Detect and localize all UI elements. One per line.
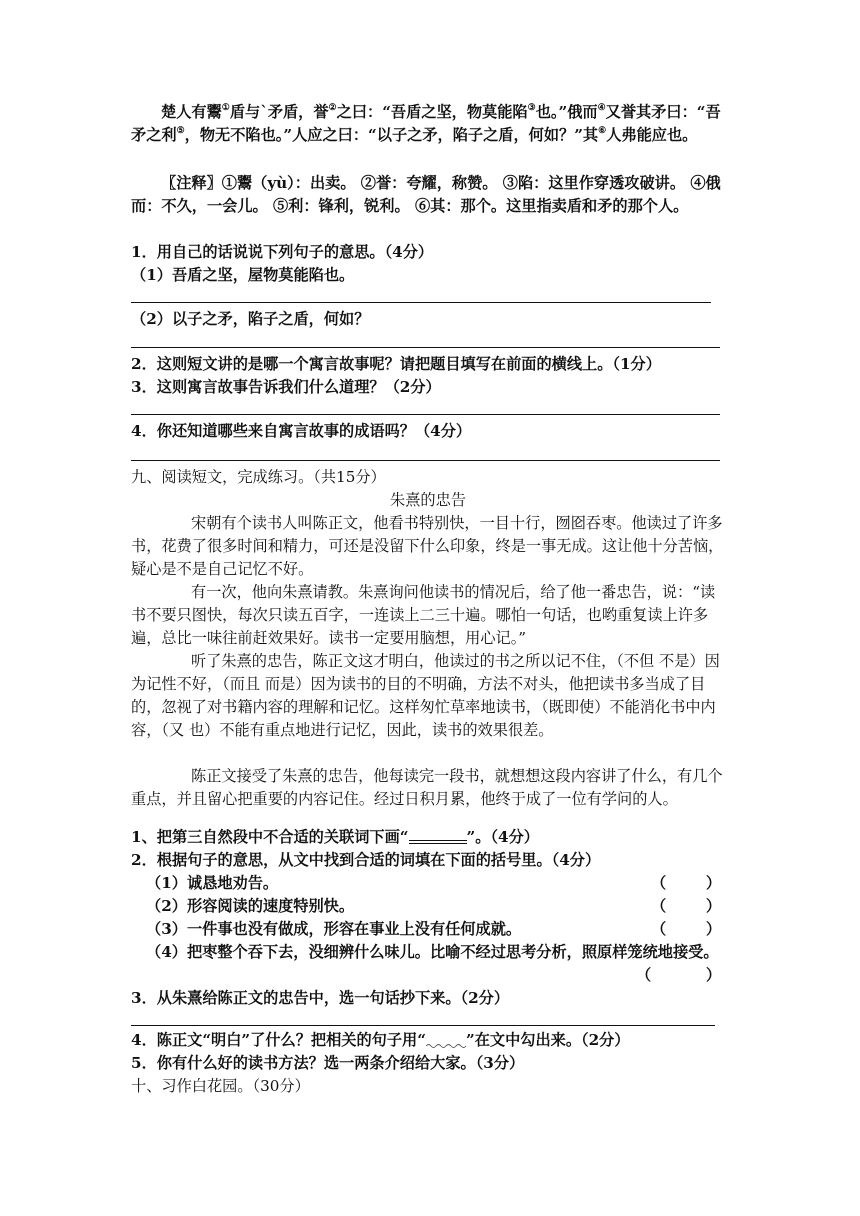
section-9-paragraph-3: 听了朱熹的忠告，陈正文这才明白，他读过的书之所以记不住，（不但 不是）因为记性不好，（而且 而是）因为读书的目的不明确，方法不对头，他把读书多当成了目的，忽视了对书籍内容的理解和记忆。这样匆忙草率地读书，（既即使）不能消化书中内容，（又 也）不能有重点地进行记忆，因此，读书的效果很差。 (131, 652, 720, 739)
section-10-heading: 十、习作白花园。（30分） (131, 1077, 310, 1095)
section-9-title: 朱熹的忠告 (390, 491, 466, 509)
fable-question-2: 2．这则短文讲的是哪一个寓言故事呢？请把题目填写在前面的横线上。（1分） (131, 355, 661, 373)
section-9-question-2: 2．根据句子的意思，从文中找到合适的词填在下面的括号里。（4分） (131, 851, 601, 869)
section-9-question-2-4: （4）把枣整个吞下去，没细辨什么味儿。比喻不经过思考分析，照原样笼统地接受。 (146, 943, 719, 961)
answer-parentheses[interactable]: （ ） (651, 897, 721, 915)
answer-line[interactable] (131, 347, 720, 348)
fable-notes: 〖注释〗①鬻（yù）：出卖。 ②誉：夸耀，称赞。 ③陷：这里作穿透攻破讲。 ④俄而：不久，一会儿。 ⑤利：锋利，锐利。 ⑥其：那个。这里指卖盾和矛的那个人。 (131, 174, 721, 215)
answer-parentheses[interactable]: （ ） (651, 920, 721, 938)
section-9-question-1: 1、把第三自然段中不合适的关联词下画“ ”。（4分） (131, 828, 539, 846)
section-9-question-3: 3．从朱熹给陈正文的忠告中，选一句话抄下来。（2分） (131, 989, 510, 1007)
section-9-paragraph-2: 有一次，他向朱熹请教。朱熹询问他读书的情况后，给了他一番忠告，说：“读书不要只图快，每次只读五百字，一连读上二三十遍。哪怕一句话，也哟重复读上许多遍，总比一味往前赶效果好。读书一定要用脑想，用心记。” (131, 583, 716, 647)
wavy-underline-mark (426, 1034, 466, 1046)
section-9-paragraph-4: 陈正文接受了朱熹的忠告，他每读完一段书，就想想这段内容讲了什么，有几个重点，并且留心把重要的内容记住。经过日积月累，他终于成了一位有学问的人。 (131, 767, 723, 808)
section-9-question-5: 5．你有什么好的读书方法？选一两条介绍给大家。（3分） (131, 1054, 525, 1072)
answer-parentheses[interactable]: （ ） (651, 874, 721, 892)
section-9-question-2-3: （3）一件事也没有做成，形容在事业上没有任何成就。 （ ） (131, 918, 725, 941)
section-9-question-2-2: （2）形容阅读的速度特别快。 （ ） (131, 895, 725, 918)
section-9-question-2-1: （1）诚恳地劝告。 （ ） (131, 872, 725, 895)
fable-question-1: 1．用自己的话说说下列句子的意思。（4分） (131, 243, 434, 261)
fable-question-1-1: （1）吾盾之坚，屋物莫能陷也。 (131, 266, 355, 284)
fable-question-1-2: （2）以子之矛，陷子之盾，何如？ (131, 310, 370, 328)
section-9-heading: 九、阅读短文，完成练习。（共15分） (131, 468, 386, 486)
double-underline-mark (409, 826, 467, 844)
answer-line[interactable] (131, 414, 720, 415)
fable-paragraph: 楚人有鬻①盾与`矛盾，誉②之曰：“吾盾之坚，物莫能陷③也。”俄而④又誉其矛曰：“吾矛之利⑤，物无不陷也。”人应之曰：“以子之矛，陷子之盾，何如？”其⑥人弗能应也。 (131, 102, 721, 144)
fable-question-3: 3．这则寓言故事告诉我们什么道理？（2分） (131, 378, 441, 396)
answer-line[interactable] (131, 302, 711, 303)
answer-parentheses[interactable]: （ ） (636, 966, 721, 984)
fable-question-4: 4．你还知道哪些来自寓言故事的成语吗？（4分） (131, 422, 472, 440)
answer-line[interactable] (131, 1025, 715, 1026)
section-9-paragraph-1: 宋朝有个读书人叫陈正文，他看书特别快，一目十行，囫囵吞枣。他读过了许多书，花费了很多时间和精力，可还是没留下什么印象，终是一事无成。这让他十分苦恼，疑心是不是自己记忆不好。 (131, 514, 724, 578)
answer-line[interactable] (131, 460, 720, 461)
section-9-question-4: 4．陈正文“明白”了什么？把相关的句子用“ ”在文中勾出来。（2分） (131, 1031, 630, 1049)
